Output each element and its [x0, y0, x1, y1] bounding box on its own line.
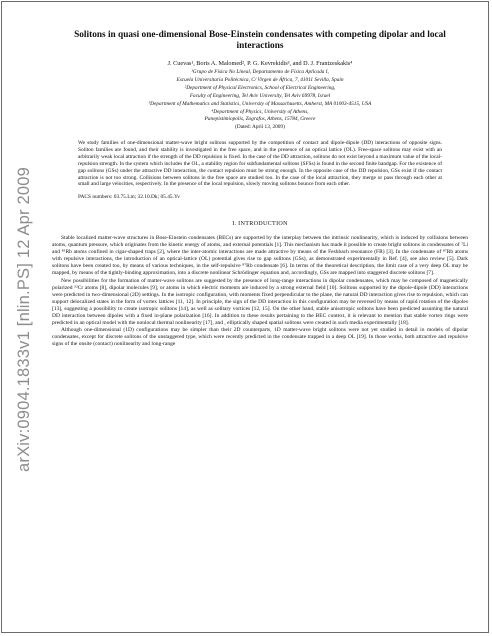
affiliation-line: Faculty of Engineering, Tel Aviv University, Tel Aviv 69978, Israel	[189, 92, 331, 99]
affiliation-line: Panepistimiopolis, Zografos, Athens, 15784, Greece	[204, 116, 316, 123]
affiliation-line: Escuela Universitaria Politécnica, C/ Virgen de África, 7, 41011 Sevilla, Spain	[176, 76, 344, 83]
paper-title: Solitons in quasi one-dimensional Bose-Einstein condensates with competing dipolar and local interactions	[74, 30, 446, 51]
paper-page	[52, 30, 468, 348]
affiliation-line: ¹Grupo de Física No Lineal, Departamento de Física Aplicada I,	[191, 69, 329, 75]
date-line: (Dated: April 13, 2009)	[235, 124, 285, 131]
paragraph: Although one-dimensional (1D) configurations may be simpler than their 2D counterparts, 1D matter-wave bright solitons were not yet studied in detail in models of dipolar condensates, except for discrete solitons of the unstaggered type, which were recently predicted in the condensate trapped in a deep OL [19]. In those works, both attractive and repulsive signs of the onsite (contact) nonlinearity and long-range	[52, 326, 468, 347]
affiliation-line: ³Department of Mathematics and Statistics, University of Massachusetts, Amherst, MA 01003-4515, USA	[148, 100, 372, 107]
paragraph: Stable localized matter-wave structures in Bose-Einstein condensates (BECs) are supported by the interplay between the intrinsic nonlinearity, which is induced by collisions between atoms, quantum pressure, which originates from the kinetic energy of atoms, and external potentials [1]. This mechanism has made it possible to create bright solitons in condensates of ⁷Li and ⁸⁵Rb atoms confined in cigar-shaped traps [2], where the inter-atomic interactions are made attractive by means of the Feshbach resonance (FR) [3]. In the condensate of ⁸⁷Rb atoms with repulsive interactions, the introduction of an optical-lattice (OL) potential gives rise to gap solitons (GSs), as demonstrated experimentally in Ref. [4], see also review [5]. Dark solitons have been created too, by means of various techniques, in the self-repulsive ⁸⁷Rb condensate [6]. In terms of the theoretical description, the limit case of a very deep OL may be mapped, by means of the tightly-binding approximation, into a discrete nonlinear Schrödinger equation and, accordingly, GSs are mapped into staggered discrete solitons [7].	[52, 235, 468, 277]
pacs-numbers: PACS numbers: 03.75.Lm; 32.10.Dk; 05.45.Yv	[78, 194, 180, 201]
arxiv-identifier: arXiv:0904.1833v1 [nlin.PS] 12 Apr 2009	[15, 166, 33, 472]
page-frame	[1, 1, 489, 633]
abstract: We study families of one-dimensional matter-wave bright solitons supported by the competition of contact and dipole-dipole (DD) interactions of opposite signs. Soliton families are found, and their stability is investigated in the free space, and in the presence of an optical lattice (OL). Free-space solitons may exist with an arbitrarily weak local attraction if the strength of the DD repulsion is fixed. In the case of the DD attraction, solitons do not exist beyond a maximum value of the local-repulsion strength. In the system which includes the OL, a stability region for subfundamental solitons (SFSs) is found in the second finite bandgap. For the existence of gap solitons (GSs) under the attractive DD interaction, the contact repulsion must be strong enough. In the opposite case of the DD repulsion, GSs exist if the contact attraction is not too strong. Collisions between solitons in the free space are studied too. In the case of the local attraction, they merge or pass through each other at small and large velocities, respectively. In the presence of the local repulsion, slowly moving solitons bounce from each other.	[78, 140, 442, 188]
section-heading: I. INTRODUCTION	[232, 221, 288, 228]
affiliation-line: ⁴Department of Physics, University of Athens,	[211, 108, 309, 115]
body-text	[52, 235, 468, 348]
affiliation-block	[52, 69, 468, 123]
affiliation-line: ²Department of Physical Electronics, School of Electrical Engineering,	[184, 84, 336, 91]
paragraph: New possibilities for the formation of matter-wave solitons are suggested by the presence of long-range interactions in dipolar condensates, which may be composed of magnetically polarized ⁵²Cr atoms [8], dipolar molecules [9], or atoms in which electric moments are induced by a strong external field [10]. Solitons supported by the dipole-dipole (DD) interactions were predicted in two-dimensional (2D) settings. In the isotropic configuration, with moments fixed perpendicular to the plane, the natural DD interaction gives rise to repulsion, which can support delocalized states in the form of vortex lattices [11, 12]. In principle, the sign of the DD interaction in this configuration may be reversed by means of rapid rotation of the dipoles [13], suggesting a possibility to create isotropic solitons [14], as well as solitary vortices [12, 15]. On the other hand, stable anisotropic solitons have been predicted assuming the natural DD interaction between dipoles with a fixed in-plane polarization [16]. In addition to these results pertaining to the BEC context, it is relevant to mention that stable vortex rings were predicted in an optical model with the nonlocal thermal nonlinearity [17], and , elliptically shaped spatial solitons were created in such media experimentally [18].	[52, 277, 468, 326]
author-list: J. Cuevas¹, Boris A. Malomed², P. G. Kevrekidis³, and D. J. Frantzeskakis⁴	[167, 60, 353, 67]
